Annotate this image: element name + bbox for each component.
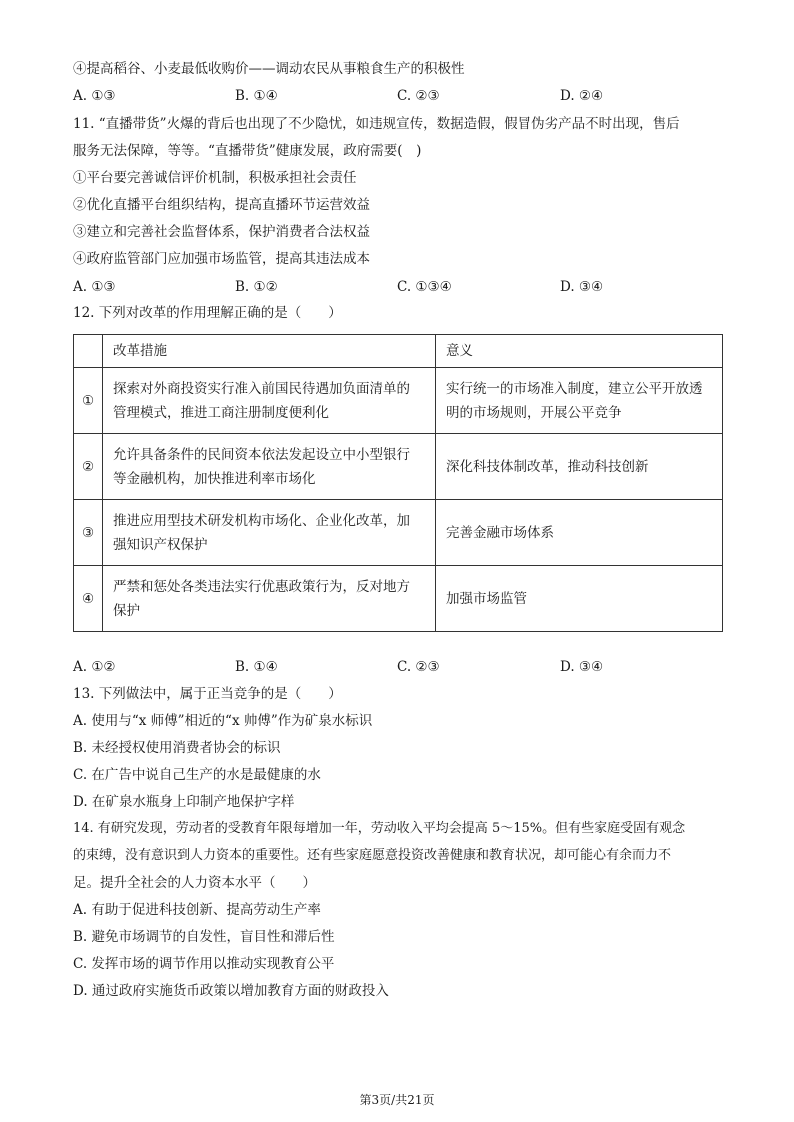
row-measure	[103, 500, 436, 566]
q11-item-4: ④政府监管部门应加强市场监管，提高其违法成本	[73, 251, 370, 267]
q11-item-3: ③建立和完善社会监督体系，保护消费者合法权益	[73, 224, 370, 240]
measure-line: 严禁和惩处各类违法实行优惠政策行为，反对地方	[113, 578, 410, 595]
q11-option-d: D. ③④	[560, 279, 604, 295]
measure-line: 探索对外商投资实行准入前国民待遇加负面清单的	[113, 380, 410, 397]
row-number: ③	[74, 500, 103, 566]
q10-option-c: C. ②③	[397, 88, 440, 104]
q12-option-c: C. ②③	[397, 659, 440, 675]
row-meaning	[436, 566, 723, 632]
table-header-measure: 改革措施	[103, 335, 436, 368]
measure-line: 保护	[113, 602, 140, 619]
row-measure	[103, 368, 436, 434]
q13-choice-a: A. 使用与“x 师傅”相近的“x 帅傅”作为矿泉水标识	[73, 713, 373, 729]
q14-stem-line-2: 的束缚，没有意识到人力资本的重要性。还有些家庭愿意投资改善健康和教育状况，却可能心有余而力不	[73, 848, 672, 863]
q14-stem-line-1: 14. 有研究发现，劳动者的受教育年限每增加一年，劳动收入平均会提高 5～15%。但有些家庭受固有观念	[73, 821, 686, 836]
row-measure	[103, 566, 436, 632]
q10-item-4: ④提高稻谷、小麦最低收购价——调动农民从事粮食生产的积极性	[73, 61, 465, 77]
meaning-line: 明的市场规则，开展公平竞争	[446, 404, 622, 421]
q12-option-d: D. ③④	[560, 659, 604, 675]
q14-choice-a: A. 有助于促进科技创新、提高劳动生产率	[73, 902, 321, 918]
meaning-line: 实行统一的市场准入制度，建立公平开放透	[446, 380, 703, 397]
meaning-line: 深化科技体制改革，推动科技创新	[446, 458, 649, 475]
q11-option-a: A. ①③	[73, 279, 116, 295]
table-row	[74, 434, 723, 500]
q11-stem-line-2: 服务无法保障，等等。“直播带货”健康发展，政府需要( )	[73, 143, 422, 159]
q13-choice-b: B. 未经授权使用消费者协会的标识	[73, 740, 281, 756]
row-number: ④	[74, 566, 103, 632]
measure-line: 等金融机构，加快推进利率市场化	[113, 470, 316, 487]
measure-line: 推进应用型技术研发机构市场化、企业化改革，加	[113, 512, 410, 529]
q12-option-a: A. ①②	[73, 659, 116, 675]
q12-options	[73, 657, 733, 677]
q13-choice-c: C. 在广告中说自己生产的水是最健康的水	[73, 767, 321, 783]
q14-choice-b: B. 避免市场调节的自发性，盲目性和滞后性	[73, 929, 335, 945]
q10-options	[73, 86, 733, 106]
meaning-line: 加强市场监管	[446, 590, 527, 607]
table-row	[74, 500, 723, 566]
q10-option-d: D. ②④	[560, 88, 604, 104]
q11-item-2: ②优化直播平台组织结构，提高直播环节运营效益	[73, 197, 370, 213]
table-header-row	[74, 335, 723, 368]
page-footer: 第3页/共21页	[359, 1093, 435, 1107]
q11-options	[73, 277, 733, 297]
q14-stem-line-3: 足。提升全社会的人力资本水平（ ）	[73, 875, 316, 891]
row-number: ②	[74, 434, 103, 500]
reform-table	[73, 334, 723, 632]
table-header-index	[74, 335, 103, 368]
q11-option-c: C. ①③④	[397, 279, 452, 295]
q11-stem-line-1: 11. “直播带货”火爆的背后也出现了不少隐忧，如违规宣传，数据造假，假冒伪劣产品不时出现，售后	[73, 116, 680, 132]
row-measure	[103, 434, 436, 500]
table-row	[74, 566, 723, 632]
table-row	[74, 368, 723, 434]
q10-option-a: A. ①③	[73, 88, 116, 104]
measure-line: 管理模式，推进工商注册制度便利化	[113, 404, 329, 421]
table-header-meaning: 意义	[436, 335, 723, 368]
row-number: ①	[74, 368, 103, 434]
q14-choice-c: C. 发挥市场的调节作用以推动实现教育公平	[73, 956, 335, 972]
q13-choice-d: D. 在矿泉水瓶身上印制产地保护字样	[73, 794, 295, 810]
measure-line: 允许具备条件的民间资本依法发起设立中小型银行	[113, 446, 410, 463]
q10-option-b: B. ①④	[235, 88, 278, 104]
q11-item-1: ①平台要完善诚信评价机制，积极承担社会责任	[73, 170, 357, 186]
q13-stem: 13. 下列做法中，属于正当竞争的是（ ）	[73, 686, 342, 702]
measure-line: 强知识产权保护	[113, 536, 208, 553]
meaning-line: 完善金融市场体系	[446, 524, 554, 541]
q14-choice-d: D. 通过政府实施货币政策以增加教育方面的财政投入	[73, 983, 389, 999]
q12-option-b: B. ①④	[235, 659, 278, 675]
row-meaning	[436, 368, 723, 434]
q11-option-b: B. ①②	[235, 279, 278, 295]
q12-stem: 12. 下列对改革的作用理解正确的是（ ）	[73, 305, 342, 321]
row-meaning	[436, 500, 723, 566]
row-meaning	[436, 434, 723, 500]
